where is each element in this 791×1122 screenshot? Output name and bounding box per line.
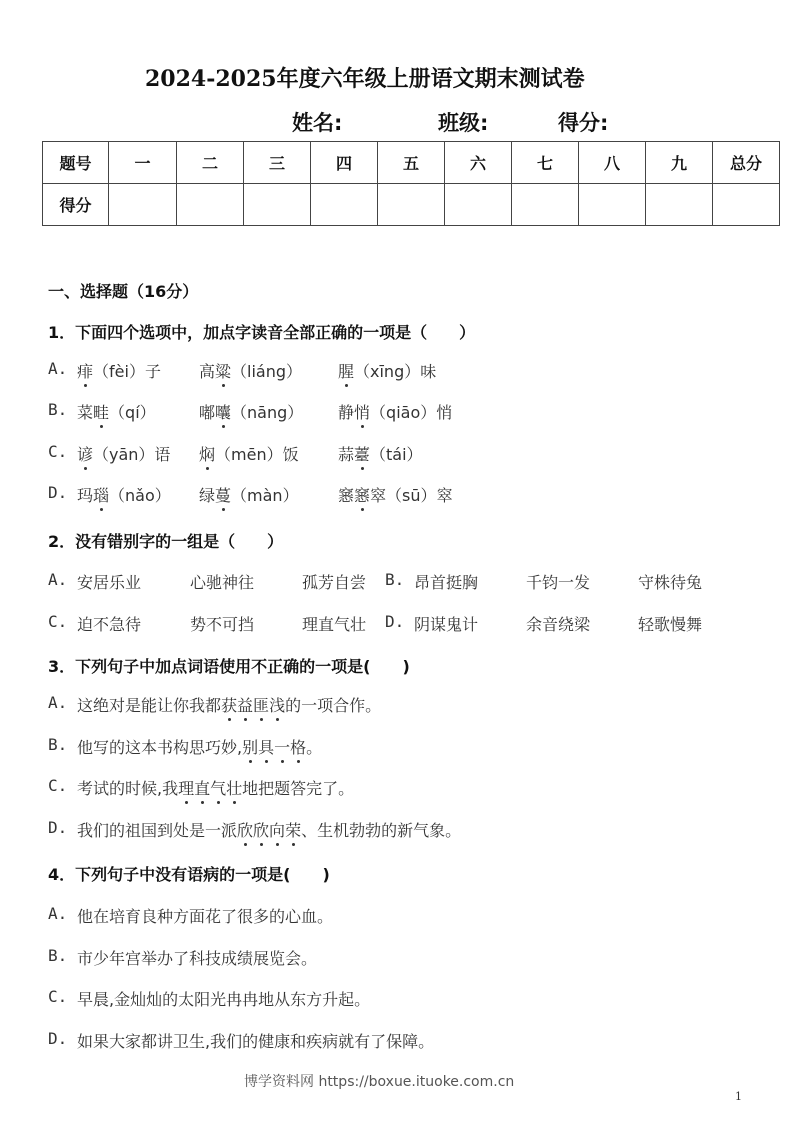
- dotted-phrase: 获益匪浅: [221, 696, 285, 715]
- page-title: 2024-2025年度六年级上册语文期末测试卷: [145, 66, 585, 92]
- class-label: 班级:: [438, 111, 489, 135]
- score-cell-4: [311, 184, 378, 226]
- score-cell-6: [445, 184, 512, 226]
- header-cell-1: 一: [109, 142, 177, 184]
- question-1-stem: 1．下面四个选项中，加点字读音全部正确的一项是（ ）: [48, 323, 476, 342]
- score-row-label: 得分: [43, 184, 109, 226]
- score-cell-7: [512, 184, 579, 226]
- score-cell-9: [646, 184, 713, 226]
- header-cell-5: 五: [378, 142, 445, 184]
- score-cell-5: [378, 184, 445, 226]
- dotted-phrase: 理直气壮: [178, 779, 242, 798]
- question-2-stem: 2．没有错别字的一组是（ ）: [48, 532, 284, 551]
- section-heading: 一、选择题（16分）: [48, 282, 199, 301]
- score-table-header-row: [43, 142, 780, 184]
- score-table: [42, 141, 780, 226]
- header-cell-3: 三: [244, 142, 311, 184]
- header-cell-4: 四: [311, 142, 378, 184]
- score-cell-3: [244, 184, 311, 226]
- header-cell-question-number: 题号: [43, 142, 109, 184]
- question-3-stem: 3．下列句子中加点词语使用不正确的一项是( ): [48, 657, 410, 676]
- name-label: 姓名:: [292, 111, 343, 135]
- question-4-stem: 4．下列句子中没有语病的一项是( ): [48, 865, 330, 884]
- header-cell-2: 二: [177, 142, 244, 184]
- footer-watermark: 博学资料网 https://boxue.ituoke.com.cn: [244, 1074, 515, 1090]
- dotted-phrase: 别具一格: [242, 738, 306, 757]
- score-cell-1: [109, 184, 177, 226]
- student-info-line: [0, 107, 791, 137]
- page-number: 1: [735, 1090, 742, 1103]
- header-cell-6: 六: [445, 142, 512, 184]
- score-cell-total: [713, 184, 780, 226]
- header-cell-total: 总分: [713, 142, 780, 184]
- score-table-score-row: [43, 184, 780, 226]
- dotted-phrase: 欣欣向荣: [237, 821, 301, 840]
- header-cell-8: 八: [579, 142, 646, 184]
- score-cell-8: [579, 184, 646, 226]
- score-label: 得分:: [558, 111, 609, 135]
- score-cell-2: [177, 184, 244, 226]
- header-cell-7: 七: [512, 142, 579, 184]
- header-cell-9: 九: [646, 142, 713, 184]
